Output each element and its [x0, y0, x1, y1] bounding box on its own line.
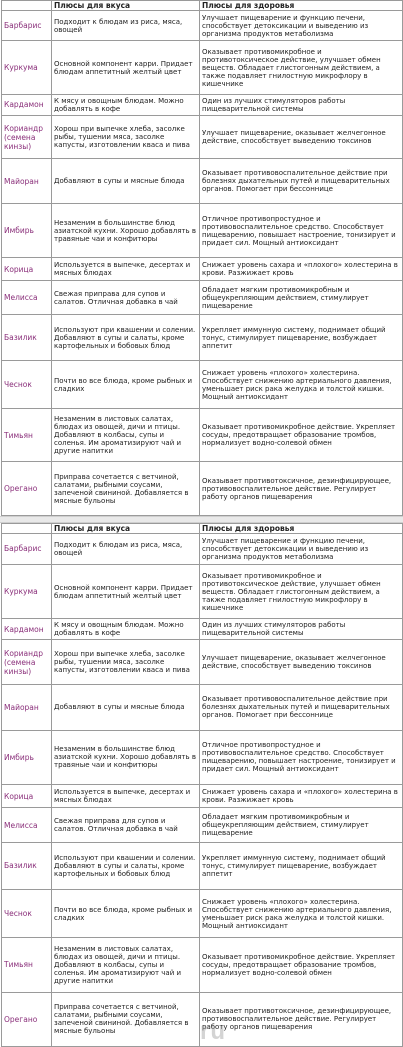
health-cell: Оказывает противомикробное и противотоксическое действие, улучшает обмен веществ. Обладает глистогонным действием, а также подавляет гнилостную микрофлору в кишечнике — [200, 564, 403, 618]
table-row — [2, 534, 403, 565]
health-cell: Укрепляет иммунную систему, поднимает общий тонус, стимулирует пищеварение, возбуждает аппетит — [200, 842, 403, 889]
table-row — [2, 564, 403, 618]
health-cell: Улучшает пищеварение, оказывает желчегонное действие, способствует выведению токсинов — [200, 115, 403, 159]
spice-name: Барбарис — [2, 534, 52, 565]
health-cell: Оказывает противомикробное и противотоксическое действие, улучшает обмен веществ. Обладает глистогонным действием, а также подавляет гнилостную микрофлору в кишечнике — [200, 41, 403, 95]
health-cell: Улучшает пищеварение и функцию печени, способствует детоксикации и выведению из организма продуктов метаболизма — [200, 11, 403, 41]
taste-cell: Хорош при выпечке хлеба, засолке рыбы, тушении мяса, засолке капусты, изготовлении кваса и пива — [52, 115, 200, 159]
taste-cell: Используют при квашении и солении. Добавляют в супы и салаты, кроме картофельных и бобовых блюд — [52, 842, 200, 889]
table-row — [2, 41, 403, 95]
header-taste: Плюсы для вкуса — [52, 1, 200, 11]
taste-cell: Используется в выпечке, десертах и мясных блюдах — [52, 257, 200, 280]
health-cell: Отличное противопростудное и противовоспалительное средство. Способствует пищеварению, повышает настроение, тонизирует и придает сил. Мощный антиоксидант — [200, 730, 403, 784]
table-row — [2, 462, 403, 516]
spice-name: Куркума — [2, 564, 52, 618]
health-cell: Обладает мягким противомикробным и общеукрепляющим действием, стимулирует пищеварение — [200, 281, 403, 315]
spice-name: Орегано — [2, 992, 52, 1046]
health-cell: Один из лучших стимуляторов работы пищеварительной системы — [200, 619, 403, 640]
health-cell: Обладает мягким противомикробным и общеукрепляющим действием, стимулирует пищеварение — [200, 808, 403, 843]
table-row — [2, 619, 403, 640]
spice-table — [1, 0, 403, 516]
taste-cell: К мясу и овощным блюдам. Можно добавлять в кофе — [52, 619, 200, 640]
health-cell: Оказывает противовоспалительное действие при болезнях дыхательных путей и пищеварительных органов. Помогает при бессоннице — [200, 684, 403, 730]
taste-cell: Незаменим в большинстве блюд азиатской кухни. Хорошо добавлять в травяные чаи и конфитюры — [52, 730, 200, 784]
header-row — [2, 1, 403, 11]
spice-name: Чеснок — [2, 889, 52, 937]
taste-cell: Незаменим в листовых салатах, блюдах из овощей, дичи и птицы. Добавляют в колбасы, супы и соленья. Им ароматизируют чай и другие напитки — [52, 408, 200, 462]
header-row — [2, 524, 403, 534]
table-row — [2, 315, 403, 361]
taste-cell: Свежая приправа для супов и салатов. Отличная добавка в чай — [52, 281, 200, 315]
taste-cell: Приправа сочетается с ветчиной, салатами, рыбными соусами, запеченой свининой. Добавляется в мясные бульоны — [52, 462, 200, 516]
health-cell: Отличное противопростудное и противовоспалительное средство. Способствует пищеварению, повышает настроение, тонизирует и придает сил. Мощный антиоксидант — [200, 204, 403, 258]
health-cell: Снижает уровень «плохого» холестерина. Способствует снижению артериального давления, уменьшает риск рака желудка и толстой кишки. Мощный антиоксидант — [200, 361, 403, 408]
spice-name: Базилик — [2, 842, 52, 889]
health-cell: Оказывает противотоксичное, дезинфицирующее, противовоспалительное действие. Регулирует работу органов пищеварения — [200, 462, 403, 516]
header-taste: Плюсы для вкуса — [52, 524, 200, 534]
section-divider — [0, 516, 403, 523]
table-row — [2, 204, 403, 258]
taste-cell: Основной компонент карри. Придает блюдам аппетитный желтый цвет — [52, 564, 200, 618]
table-row — [2, 889, 403, 937]
table-row — [2, 730, 403, 784]
table-row — [2, 408, 403, 462]
taste-cell: Незаменим в большинстве блюд азиатской кухни. Хорошо добавлять в травяные чаи и конфитюры — [52, 204, 200, 258]
spice-name: Тимьян — [2, 408, 52, 462]
spice-table-block-2 — [0, 523, 403, 1047]
taste-cell: Основной компонент карри. Придает блюдам аппетитный желтый цвет — [52, 41, 200, 95]
table-row — [2, 257, 403, 280]
health-cell: Оказывает противовоспалительное действие при болезнях дыхательных путей и пищеварительных органов. Помогает при бессоннице — [200, 159, 403, 204]
health-cell: Снижает уровень сахара и «плохого» холестерина в крови. Разжижает кровь — [200, 257, 403, 280]
taste-cell: Почти во все блюда, кроме рыбных и сладких — [52, 889, 200, 937]
spice-name: Кориандр (семена кинзы) — [2, 640, 52, 685]
health-cell: Один из лучших стимуляторов работы пищеварительной системы — [200, 94, 403, 115]
spice-name: Майоран — [2, 684, 52, 730]
taste-cell: Незаменим в листовых салатах, блюдах из овощей, дичи и птицы. Добавляют в колбасы, супы и соленья. Им ароматизируют чай и другие напитки — [52, 938, 200, 992]
header-empty — [2, 524, 52, 534]
spice-name: Куркума — [2, 41, 52, 95]
table-row — [2, 784, 403, 807]
spice-name: Кориандр (семена кинзы) — [2, 115, 52, 159]
table-row — [2, 159, 403, 204]
table-row — [2, 115, 403, 159]
taste-cell: К мясу и овощным блюдам. Можно добавлять в кофе — [52, 94, 200, 115]
spice-name: Корица — [2, 784, 52, 807]
health-cell: Улучшает пищеварение и функцию печени, способствует детоксикации и выведению из организма продуктов метаболизма — [200, 534, 403, 565]
spice-table — [1, 523, 403, 1047]
watermark: ru — [200, 1018, 226, 1045]
taste-cell: Используется в выпечке, десертах и мясных блюдах — [52, 784, 200, 807]
spice-name: Кардамон — [2, 94, 52, 115]
spice-name: Барбарис — [2, 11, 52, 41]
taste-cell: Хорош при выпечке хлеба, засолке рыбы, тушении мяса, засолке капусты, изготовлении кваса и пива — [52, 640, 200, 685]
table-row — [2, 808, 403, 843]
spice-name: Имбирь — [2, 204, 52, 258]
spice-table-block-1 — [0, 0, 403, 516]
health-cell: Оказывает противомикробное действие. Укрепляет сосуды, предотвращает образование тромбов, нормализует водно-солевой обмен — [200, 408, 403, 462]
table-row — [2, 94, 403, 115]
health-cell: Снижает уровень сахара и «плохого» холестерина в крови. Разжижает кровь — [200, 784, 403, 807]
table-row — [2, 11, 403, 41]
spice-name: Чеснок — [2, 361, 52, 408]
table-row — [2, 640, 403, 685]
spice-name: Майоран — [2, 159, 52, 204]
spice-name: Мелисса — [2, 808, 52, 843]
taste-cell: Используют при квашении и солении. Добавляют в супы и салаты, кроме картофельных и бобовых блюд — [52, 315, 200, 361]
taste-cell: Свежая приправа для супов и салатов. Отличная добавка в чай — [52, 808, 200, 843]
table-row — [2, 361, 403, 408]
taste-cell: Приправа сочетается с ветчиной, салатами, рыбными соусами, запеченой свининой. Добавляется в мясные бульоны — [52, 992, 200, 1046]
header-health: Плюсы для здоровья — [200, 524, 403, 534]
table-row — [2, 938, 403, 992]
spice-name: Базилик — [2, 315, 52, 361]
table-row — [2, 842, 403, 889]
health-cell: Оказывает противотоксичное, дезинфицирующее, противовоспалительное действие. Регулирует работу органов пищеварения — [200, 992, 403, 1046]
spice-name: Мелисса — [2, 281, 52, 315]
taste-cell: Почти во все блюда, кроме рыбных и сладких — [52, 361, 200, 408]
spice-name: Корица — [2, 257, 52, 280]
header-empty — [2, 1, 52, 11]
taste-cell: Добавляют в супы и мясные блюда — [52, 159, 200, 204]
spice-name: Имбирь — [2, 730, 52, 784]
spice-name: Кардамон — [2, 619, 52, 640]
table-row — [2, 281, 403, 315]
health-cell: Оказывает противомикробное действие. Укрепляет сосуды, предотвращает образование тромбов, нормализует водно-солевой обмен — [200, 938, 403, 992]
health-cell: Улучшает пищеварение, оказывает желчегонное действие, способствует выведению токсинов — [200, 640, 403, 685]
header-health: Плюсы для здоровья — [200, 1, 403, 11]
table-row — [2, 684, 403, 730]
health-cell: Снижает уровень «плохого» холестерина. Способствует снижению артериального давления, уменьшает риск рака желудка и толстой кишки. Мощный антиоксидант — [200, 889, 403, 937]
health-cell: Укрепляет иммунную систему, поднимает общий тонус, стимулирует пищеварение, возбуждает аппетит — [200, 315, 403, 361]
taste-cell: Подходит к блюдам из риса, мяса, овощей — [52, 11, 200, 41]
spice-name: Тимьян — [2, 938, 52, 992]
spice-name: Орегано — [2, 462, 52, 516]
taste-cell: Подходит к блюдам из риса, мяса, овощей — [52, 534, 200, 565]
taste-cell: Добавляют в супы и мясные блюда — [52, 684, 200, 730]
